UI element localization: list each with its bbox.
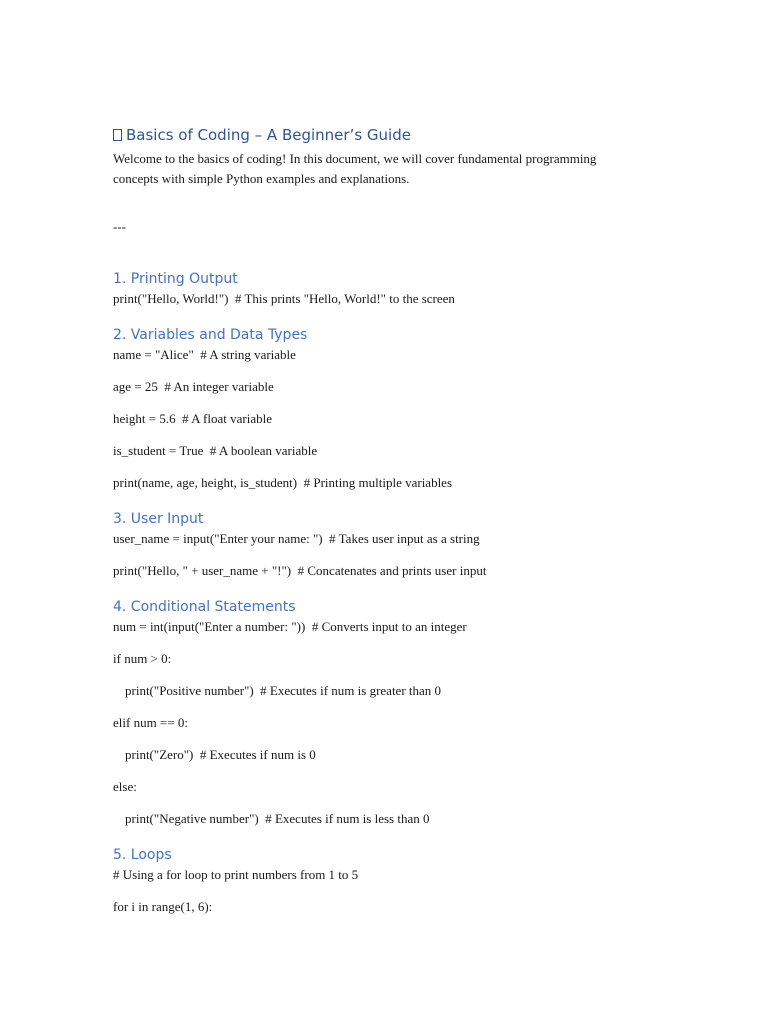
section-heading-variables: 2. Variables and Data Types — [113, 327, 308, 343]
code-line: print("Positive number") # Executes if num is greater than 0 — [125, 683, 442, 698]
code-line: num = int(input("Enter a number: ")) # Converts input to an integer — [113, 619, 467, 634]
code-line: user_name = input("Enter your name: ") # Takes user input as a string — [113, 531, 480, 546]
document-title-row — [113, 124, 708, 146]
code-line: height = 5.6 # A float variable — [113, 411, 272, 426]
document-title: Basics of Coding – A Beginner’s Guide — [126, 126, 411, 144]
code-line: print("Zero") # Executes if num is 0 — [125, 747, 316, 762]
code-line: print("Hello, World!") # This prints "Hello, World!" to the screen — [113, 291, 455, 306]
code-line: print("Hello, " + user_name + "!") # Concatenates and prints user input — [113, 563, 487, 578]
code-line: age = 25 # An integer variable — [113, 379, 274, 394]
code-line: elif num == 0: — [113, 715, 188, 730]
code-line: print(name, age, height, is_student) # Printing multiple variables — [113, 475, 453, 490]
section-heading-conditionals: 4. Conditional Statements — [113, 599, 296, 615]
code-line: else: — [113, 779, 137, 794]
code-line: is_student = True # A boolean variable — [113, 443, 318, 458]
code-line: for i in range(1, 6): — [113, 899, 213, 914]
code-line: print("Negative number") # Executes if num is less than 0 — [125, 811, 430, 826]
document-icon — [113, 129, 122, 141]
section-heading-printing-output: 1. Printing Output — [113, 271, 238, 287]
code-line: name = "Alice" # A string variable — [113, 347, 296, 362]
horizontal-rule-text: --- — [113, 219, 126, 234]
intro-line-2: concepts with simple Python examples and explanations. — [113, 171, 410, 186]
code-line: # Using a for loop to print numbers from 1 to 5 — [113, 867, 359, 882]
section-heading-user-input: 3. User Input — [113, 511, 204, 527]
section-heading-loops: 5. Loops — [113, 847, 172, 863]
code-line: if num > 0: — [113, 651, 172, 666]
intro-line-1: Welcome to the basics of coding! In this document, we will cover fundamental programming — [113, 151, 597, 166]
